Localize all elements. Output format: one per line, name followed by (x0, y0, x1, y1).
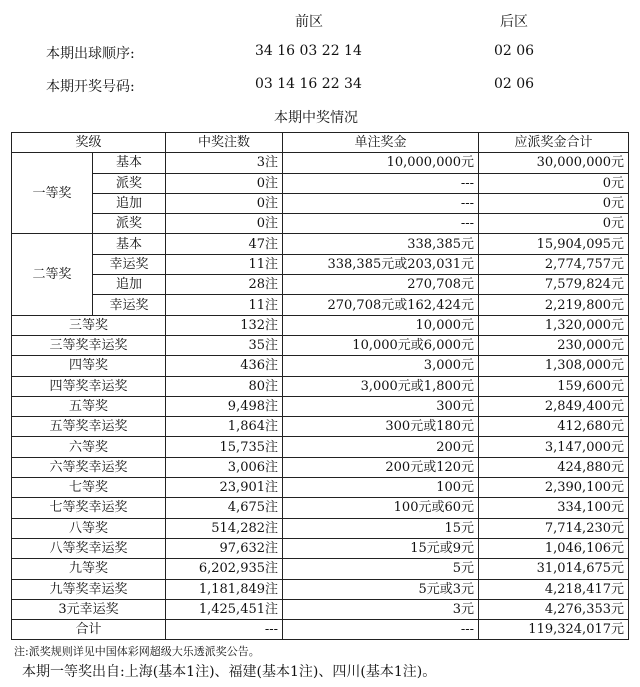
single-prize: --- (283, 214, 479, 234)
prize-level: 七等奖幸运奖 (12, 498, 166, 518)
table-title: 本期中奖情况 (274, 110, 358, 126)
winner-count: 15,735注 (166, 437, 283, 457)
first-prize-row (12, 153, 629, 173)
winning-back-numbers: 02 06 (494, 76, 535, 92)
first-prize-row (12, 214, 629, 234)
prize-total: 31,014,675元 (479, 559, 629, 579)
header-count: 中奖注数 (166, 133, 283, 153)
second-prize-row (12, 234, 629, 254)
prize-total: 3,147,000元 (479, 437, 629, 457)
prize-level: 五等奖幸运奖 (12, 417, 166, 437)
winner-count: 3注 (166, 153, 283, 173)
second-prize-row (12, 275, 629, 295)
winner-count: 9,498注 (166, 396, 283, 416)
draw-order-label: 本期出球顺序: (46, 46, 135, 62)
single-prize: 300元 (283, 396, 479, 416)
prize-level-row (12, 478, 629, 498)
second-prize-label: 二等奖 (12, 234, 93, 315)
prize-sub-level: 派奖 (93, 173, 166, 193)
prize-total: 230,000元 (479, 335, 629, 355)
single-prize: 15元 (283, 518, 479, 538)
single-prize: 5元或3元 (283, 579, 479, 599)
prize-sub-level: 基本 (93, 234, 166, 254)
second-prize-row (12, 295, 629, 315)
single-prize: 300元或180元 (283, 417, 479, 437)
prize-total: 2,849,400元 (479, 396, 629, 416)
prize-total: 7,579,824元 (479, 275, 629, 295)
header-level: 奖级 (12, 133, 166, 153)
prize-level-row (12, 396, 629, 416)
prize-level-row (12, 559, 629, 579)
single-prize: 100元 (283, 478, 479, 498)
prize-total: 0元 (479, 193, 629, 213)
single-prize: 338,385元 (283, 234, 479, 254)
winner-count: 28注 (166, 275, 283, 295)
prize-level: 四等奖幸运奖 (12, 376, 166, 396)
back-zone-label: 后区 (500, 14, 528, 30)
prize-level-row (12, 518, 629, 538)
first-prize-label: 一等奖 (12, 153, 93, 234)
prize-level: 九等奖 (12, 559, 166, 579)
winner-count: 436注 (166, 356, 283, 376)
prize-sub-level: 基本 (93, 153, 166, 173)
prize-level: 六等奖幸运奖 (12, 457, 166, 477)
prize-total: 4,276,353元 (479, 599, 629, 619)
prize-level-row (12, 437, 629, 457)
single-prize: --- (283, 620, 479, 640)
winner-count: 6,202,935注 (166, 559, 283, 579)
prize-total: 119,324,017元 (479, 620, 629, 640)
table-header-row (12, 133, 629, 153)
prize-total: 7,714,230元 (479, 518, 629, 538)
prize-total: 1,320,000元 (479, 315, 629, 335)
prize-level-row (12, 417, 629, 437)
winner-count: 0注 (166, 193, 283, 213)
single-prize: 5元 (283, 559, 479, 579)
draw-order-back-numbers: 02 06 (494, 43, 535, 59)
winning-front-numbers: 03 14 16 22 34 (255, 76, 362, 92)
winning-numbers-label: 本期开奖号码: (46, 79, 135, 95)
prize-total: 0元 (479, 214, 629, 234)
prize-total: 2,774,757元 (479, 254, 629, 274)
winner-count: 80注 (166, 376, 283, 396)
prize-level: 八等奖 (12, 518, 166, 538)
prize-total: 30,000,000元 (479, 153, 629, 173)
winner-count: 97,632注 (166, 538, 283, 558)
prize-level: 四等奖 (12, 356, 166, 376)
prize-table (11, 132, 629, 640)
footnote: 注:派奖规则详见中国体彩网超级大乐透派奖公告。 (14, 645, 260, 658)
winner-count: 1,425,451注 (166, 599, 283, 619)
prize-sub-level: 幸运奖 (93, 295, 166, 315)
single-prize: 3,000元或1,800元 (283, 376, 479, 396)
prize-total: 0元 (479, 173, 629, 193)
prize-level: 八等奖幸运奖 (12, 538, 166, 558)
single-prize: 270,708元或162,424元 (283, 295, 479, 315)
prize-level: 三等奖 (12, 315, 166, 335)
prize-total: 424,880元 (479, 457, 629, 477)
single-prize: 200元 (283, 437, 479, 457)
single-prize: 270,708元 (283, 275, 479, 295)
winner-count: 47注 (166, 234, 283, 254)
prize-table-body (12, 133, 629, 640)
winner-count: 11注 (166, 295, 283, 315)
winner-count: 4,675注 (166, 498, 283, 518)
winner-count: 0注 (166, 214, 283, 234)
prize-level: 三等奖幸运奖 (12, 335, 166, 355)
prize-level-row (12, 599, 629, 619)
prize-total: 15,904,095元 (479, 234, 629, 254)
prize-level-row (12, 335, 629, 355)
single-prize: 200元或120元 (283, 457, 479, 477)
prize-level: 五等奖 (12, 396, 166, 416)
prize-total: 1,046,106元 (479, 538, 629, 558)
first-prize-source: 本期一等奖出自:上海(基本1注)、福建(基本1注)、四川(基本1注)。 (22, 664, 437, 680)
prize-sub-level: 派奖 (93, 214, 166, 234)
prize-sub-level: 追加 (93, 275, 166, 295)
winner-count: 35注 (166, 335, 283, 355)
single-prize: 10,000,000元 (283, 153, 479, 173)
winner-count: 1,181,849注 (166, 579, 283, 599)
winner-count: 3,006注 (166, 457, 283, 477)
prize-level: 九等奖幸运奖 (12, 579, 166, 599)
winner-count: 0注 (166, 173, 283, 193)
single-prize: 3元 (283, 599, 479, 619)
prize-level-row (12, 376, 629, 396)
prize-level: 六等奖 (12, 437, 166, 457)
prize-level-row (12, 579, 629, 599)
prize-total: 2,390,100元 (479, 478, 629, 498)
front-zone-label: 前区 (295, 14, 323, 30)
single-prize: --- (283, 173, 479, 193)
prize-level-row (12, 538, 629, 558)
single-prize: 10,000元 (283, 315, 479, 335)
first-prize-row (12, 193, 629, 213)
first-prize-row (12, 173, 629, 193)
prize-level: 合计 (12, 620, 166, 640)
prize-level: 3元幸运奖 (12, 599, 166, 619)
prize-sub-level: 追加 (93, 193, 166, 213)
winner-count: --- (166, 620, 283, 640)
winner-count: 1,864注 (166, 417, 283, 437)
prize-level-row (12, 457, 629, 477)
single-prize: 338,385元或203,031元 (283, 254, 479, 274)
prize-total: 2,219,800元 (479, 295, 629, 315)
winner-count: 514,282注 (166, 518, 283, 538)
prize-level-row (12, 356, 629, 376)
header-prize: 单注奖金 (283, 133, 479, 153)
prize-sub-level: 幸运奖 (93, 254, 166, 274)
prize-level-row (12, 498, 629, 518)
single-prize: 100元或60元 (283, 498, 479, 518)
single-prize: --- (283, 193, 479, 213)
draw-order-front-numbers: 34 16 03 22 14 (255, 43, 362, 59)
prize-level-row (12, 620, 629, 640)
single-prize: 10,000元或6,000元 (283, 335, 479, 355)
winner-count: 132注 (166, 315, 283, 335)
prize-total: 159,600元 (479, 376, 629, 396)
single-prize: 15元或9元 (283, 538, 479, 558)
prize-level-row (12, 315, 629, 335)
prize-level: 七等奖 (12, 478, 166, 498)
single-prize: 3,000元 (283, 356, 479, 376)
prize-total: 334,100元 (479, 498, 629, 518)
winner-count: 11注 (166, 254, 283, 274)
prize-total: 412,680元 (479, 417, 629, 437)
prize-total: 4,218,417元 (479, 579, 629, 599)
header-total: 应派奖金合计 (479, 133, 629, 153)
prize-total: 1,308,000元 (479, 356, 629, 376)
winner-count: 23,901注 (166, 478, 283, 498)
second-prize-row (12, 254, 629, 274)
